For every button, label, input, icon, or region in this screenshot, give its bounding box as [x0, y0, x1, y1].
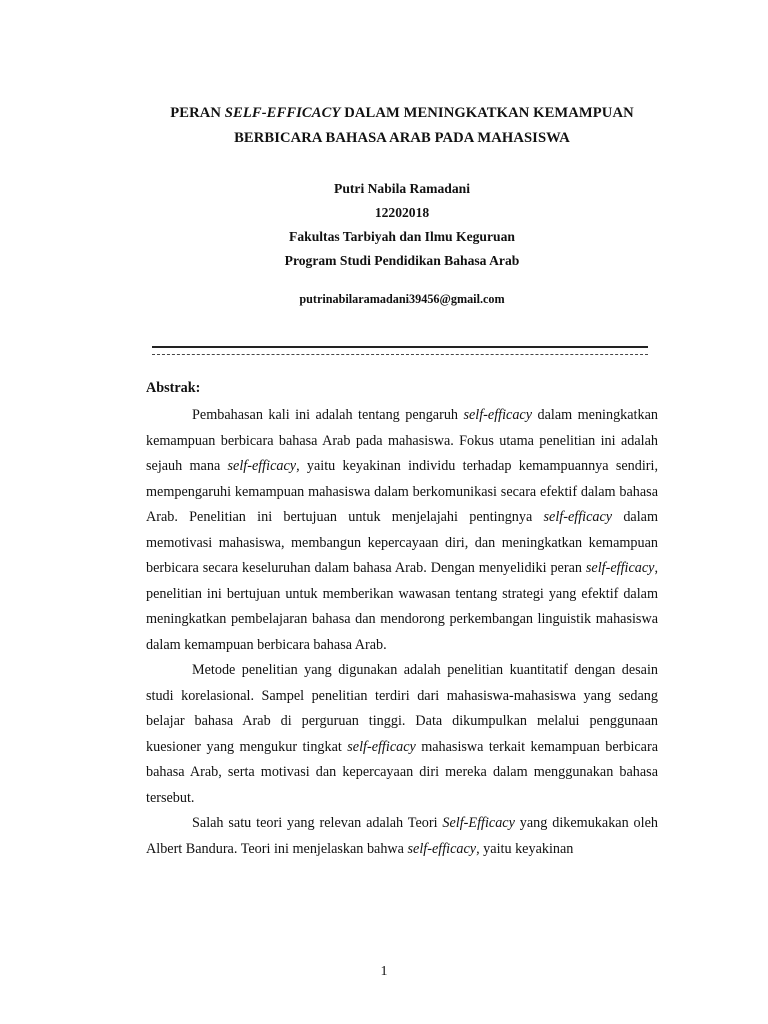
italic-term: self-efficacy — [347, 738, 416, 755]
text-run: dalam memotivasi mahasiswa, membangun kepercayaan diri, dan meningkatkan kemampuan berbicara secara keseluruhan dalam bahasa Arab. Dengan menyelidiki peran — [146, 509, 658, 576]
author-block — [150, 177, 654, 273]
author-name: Putri Nabila Ramadani — [334, 181, 470, 196]
abstract-body — [146, 403, 658, 862]
paper-title — [100, 101, 704, 151]
abstract-paragraph — [146, 403, 658, 658]
text-run: , penelitian ini bertujuan untuk memberikan wawasan tentang strategi yang efektif dalam meningkatkan pembelajaran bahasa dan mendorong perkembangan linguistik mahasiswa dalam kemampuan berbicara bahasa Arab. — [146, 560, 658, 653]
italic-term: self-efficacy — [463, 407, 533, 423]
text-run: yang dikemukakan oleh Albert Bandura. Teori ini menjelaskan bahwa — [146, 815, 658, 857]
italic-term: Self-Efficacy — [442, 815, 515, 831]
text-run: Metode penelitian yang digunakan adalah penelitian kuantitatif dengan desain studi korelasional. Sampel penelitian terdiri dari mahasiswa-mahasiswa yang sedang belajar bahasa Arab di perguruan tinggi. Data dikumpulkan melalui penggunaan kuesioner yang mengukur tingkat — [146, 662, 658, 755]
abstract-paragraph — [146, 811, 658, 862]
italic-term: self-efficacy — [585, 560, 655, 576]
title-line-1: PERAN SELF-EFFICACY DALAM MENINGKATKAN KEMAMPUAN — [170, 105, 634, 121]
italic-term: self-efficacy — [407, 840, 477, 857]
dashed-separator-line — [152, 354, 648, 355]
student-id: 12202018 — [374, 205, 430, 220]
text-run: Salah satu teori yang relevan adalah Teori — [192, 815, 443, 831]
italic-term: self-efficacy — [227, 458, 297, 474]
italic-term: self-efficacy — [543, 509, 613, 525]
abstract-heading: Abstrak: — [146, 380, 201, 396]
author-email: putrinabilaramadani39456@gmail.com — [299, 292, 505, 306]
study-program: Program Studi Pendidikan Bahasa Arab — [284, 253, 520, 268]
page-number: 1 — [380, 964, 388, 979]
title-line-2: BERBICARA BAHASA ARAB PADA MAHASISWA — [234, 130, 570, 146]
separator-line — [152, 346, 648, 348]
text-run: mahasiswa terkait kemampuan berbicara bahasa Arab, serta motivasi dan kepercayaan diri mereka dalam menggunakan bahasa tersebut. — [146, 738, 658, 806]
abstract-paragraph — [146, 658, 658, 811]
text-run: Pembahasan kali ini adalah tentang pengaruh — [192, 407, 464, 423]
text-run: , yaitu keyakinan individu terhadap kemampuannya sendiri, mempengaruhi kemampuan mahasiswa dalam berkomunikasi secara efektif dalam bahasa Arab. Penelitian ini bertujuan untuk menjelajahi pentingnya — [146, 458, 658, 525]
text-run: dalam meningkatkan kemampuan berbicara bahasa Arab pada mahasiswa. Fokus utama penelitian ini adalah sejauh mana — [146, 407, 658, 474]
text-run: , yaitu keyakinan — [476, 840, 574, 857]
faculty: Fakultas Tarbiyah dan Ilmu Keguruan — [289, 229, 515, 244]
